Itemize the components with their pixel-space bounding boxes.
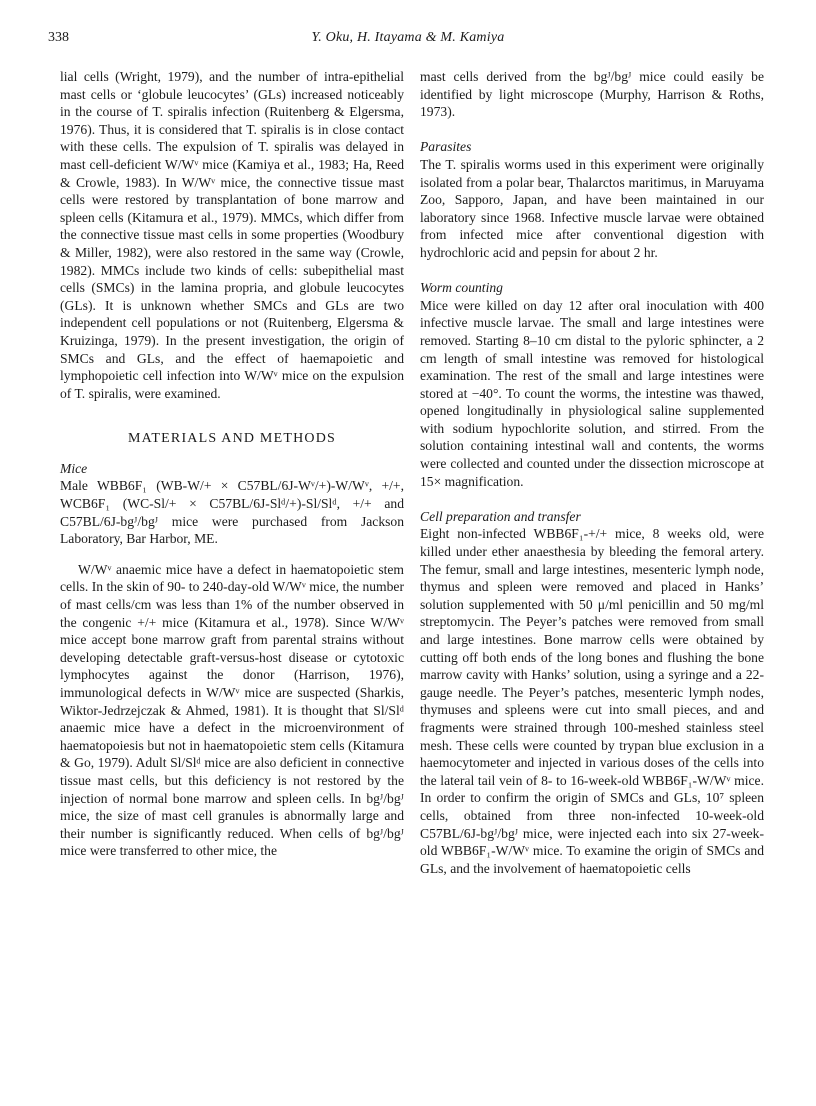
right-column [420,68,764,877]
subheading-worm-counting: Worm counting [420,280,503,296]
subheading-mice: Mice [60,460,88,476]
running-head: Y. Oku, H. Itayama & M. Kamiya [311,30,505,45]
page-number: 338 [48,30,69,45]
subheading-cell-preparation: Cell preparation and transfer [420,508,581,524]
mice-paragraph-description: W/Wᵛ anaemic mice have a defect in haematopoietic stem cells. In the skin of 90- to 240-day-old W/Wᵛ mice, the number of mast cells/cm was less than 1% of the number observed in the congenic +/+ mice (Kitamura et al., 1978). Since W/Wᵛ mice accept bone marrow graft from parental strains without developing detectable graft-versus-host disease or cytotoxic lymphocytes against the donor (Harrison, 1976), immunological defects in W/Wᵛ mice are suspected (Sharkis, Wiktor-Jedrzejczak & Ahmed, 1981). It is thought that Sl/Slᵈ anaemic mice have a defect in the microenvironment of haematopoiesis but not in haematopoietic stem cells (Kitamura & Go, 1979). Adult Sl/Slᵈ mice are also deficient in connective tissue mast cells, but this deficiency is not restored by the injection of normal bone marrow and spleen cells. In bgᴶ/bgᴶ mice, the size of mast cell granules is abnormally large and their number is significantly reduced. When cells of bgᴶ/bgᴶ mice were transferred to other mice, the [60,561,404,859]
cell-preparation-paragraph: Eight non-infected WBB6F₁-+/+ mice, 8 weeks old, were killed under ether anaesthesia by bleeding the femoral artery. The femur, small and large intestines, mesenteric lymph node, thymus and spleen were removed and placed in Hanks’ solution supplemented with 50 μ/ml penicillin and 50 mg/ml streptomycin. The Peyer’s patches were removed from small and large intestines. Bone marrow cells were obtained by cutting off both ends of the long bones and flushing the bone marrow cavity with Hanks’ solution, using a syringe and a 22-gauge needle. The Peyer’s patches, mesenteric lymph nodes, thymuses and spleens were cut into small pieces, and and fragments were strained through 100-meshed stainless steel mesh. These cells were counted by trypan blue exclusion in a haemocytometer and injected in various doses of the cells into the lateral tail vein of 8- to 16-week-old WBB6F₁-W/Wᵛ mice. In order to confirm the origin of SMCs and GLs, 10⁷ spleen cells, obtained from three non-infected 10-week-old C57BL/6J-bgᴶ/bgᴶ mice, were injected each into six 27-week-old WBB6F₁-W/Wᵛ mice. To examine the origin of SMCs and GLs, and the involvement of haematopoietic cells [420,526,764,876]
intro-paragraph-continued: lial cells (Wright, 1979), and the number of intra-epithelial mast cells or ‘globule leucocytes’ (GLs) increased noticeably in the course of T. spiralis infection (Ruitenberg & Elgersma, 1976). Thus, it is considered that T. spiralis is in close contact with these cells. The expulsion of T. spiralis was delayed in mast cell-deficient W/Wᵛ mice (Kamiya et al., 1983; Ha, Reed & Crowle, 1983). In W/Wᵛ mice, the connective tissue mast cells were restored by transplantation of bone marrow and spleen cells (Kitamura et al., 1979). MMCs, which differ from the connective tissue mast cells in some properties (Woodbury & Miller, 1982), were also restored in the same way (Crowle, 1982). MMCs include two kinds of cells: subepithelial mast cells (SMCs) in the lamina propria, and globule leucocytes (GLs). It is unknown whether SMCs and GLs are two independent cell populations or not (Ruitenberg, Elgersma & Kruizinga, 1979). In the present investigation, the origin of SMCs and GLs, and the effect of haemapoietic and lymphopoietic cell infection into W/Wᵛ mice on the expulsion of T. spiralis, were examined. [60,69,404,401]
parasites-paragraph: The T. spiralis worms used in this experiment were originally isolated from a polar bear, Thalarctos maritimus, in Maruyama Zoo, Sapporo, Japan, and have been maintained in our laboratory since 1968. Infective muscle larvae were obtained from infected mice after conventional digestion with hydrochloric acid and pepsin for about 2 hr. [420,156,764,260]
section-title-materials-methods: MATERIALS AND METHODS [128,431,336,447]
subheading-parasites: Parasites [420,139,472,155]
page-header [48,30,768,52]
worm-counting-paragraph: Mice were killed on day 12 after oral inoculation with 400 infective muscle larvae. The small and large intestines were removed. Starting 8–10 cm distal to the pyloric sphincter, a 2 cm length of small intestine was removed for histological examination. The rest of the small and large intestines were stored at −40°. To count the worms, the intestine was thawed, opened longitudinally in physiological saline supplemented with sodium hypochlorite solution, and stirred. From the solution containing intestinal wall and contents, the worms were collected and counted under the dissection microscope at 15× magnification. [420,297,764,489]
mice-paragraph-strains: Male WBB6F₁ (WB-W/+ × C57BL/6J-Wᵛ/+)-W/Wᵛ, +/+, WCB6F₁ (WC-Sl/+ × C57BL/6J-Slᵈ/+)-Sl/Slᵈ, +/+ and C57BL/6J-bgᴶ/bgᴶ mice were purchased from Jackson Laboratory, Bar Harbor, ME. [60,478,404,547]
left-column [60,68,404,860]
mice-paragraph-continued: mast cells derived from the bgᴶ/bgᴶ mice could easily be identified by light microscope (Murphy, Harrison & Roths, 1973). [420,69,764,120]
